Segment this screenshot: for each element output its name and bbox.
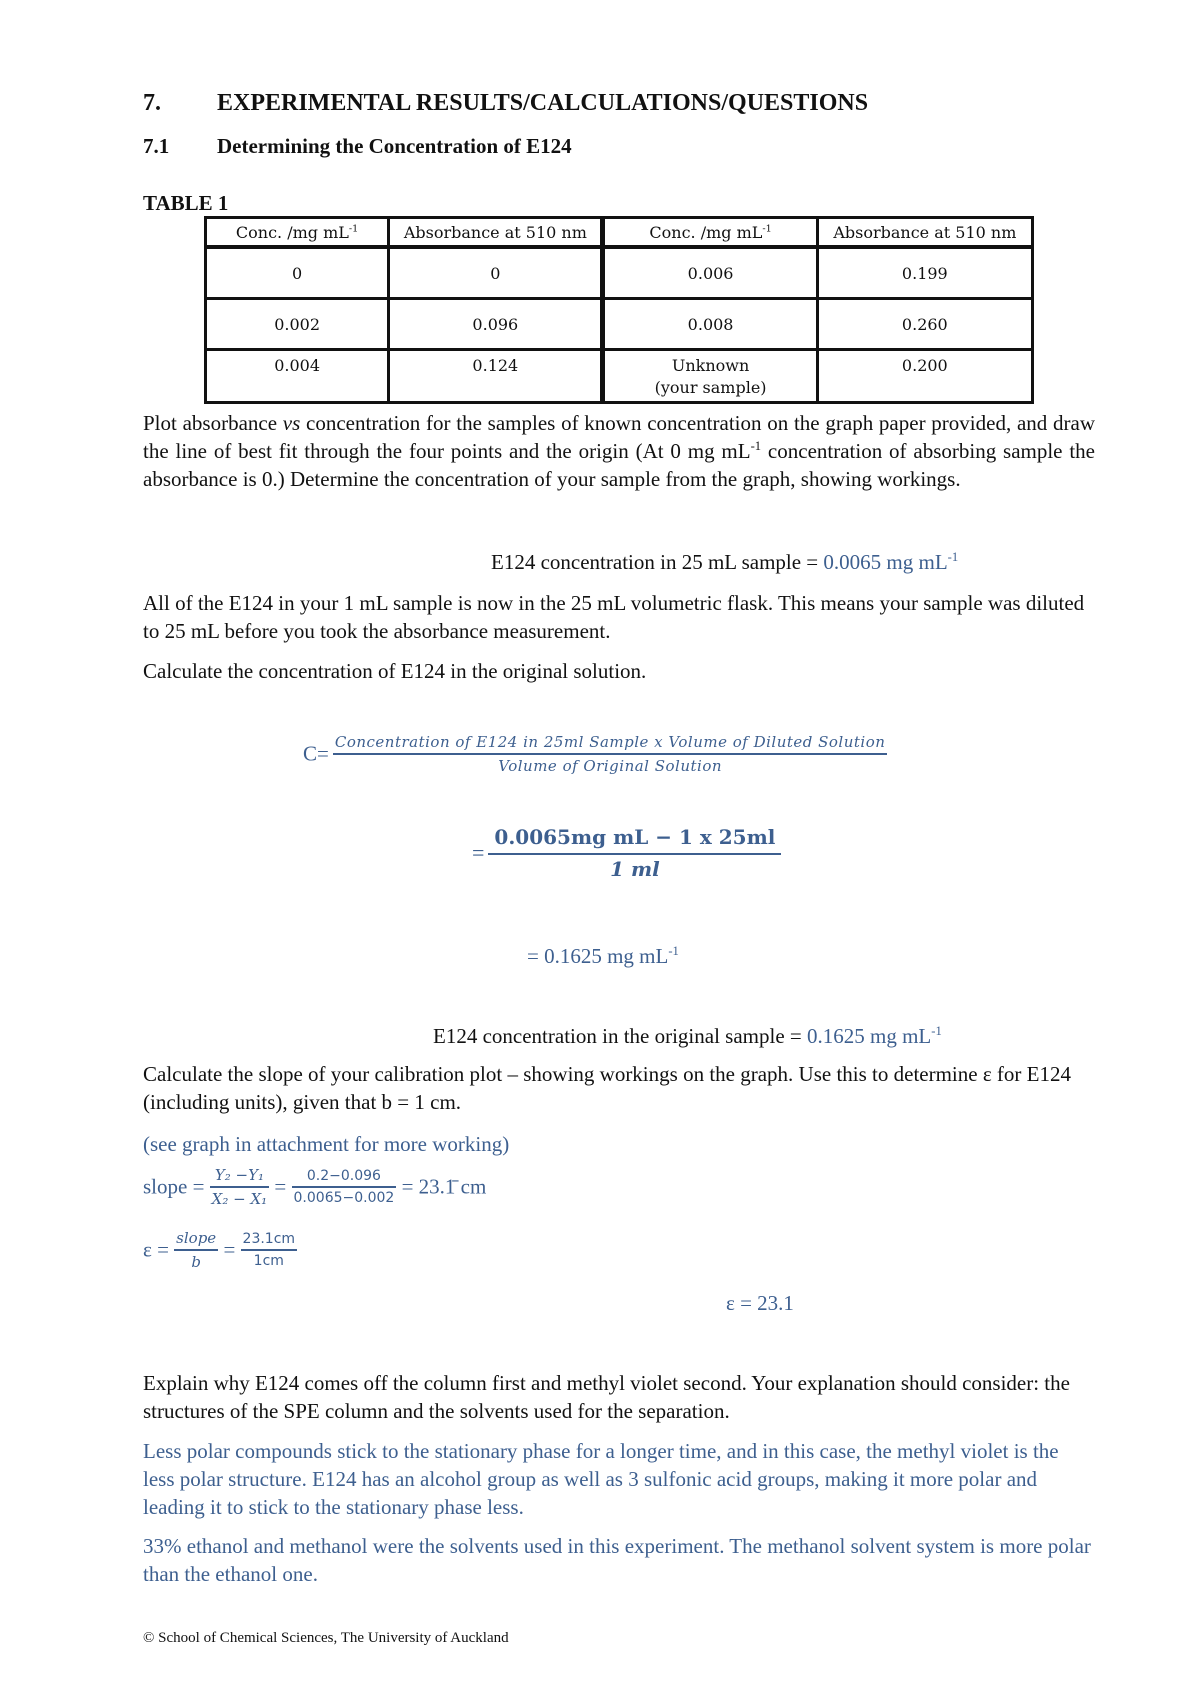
subsection-title: Determining the Concentration of E124 [217, 134, 572, 158]
unknown-note: (your sample) [654, 378, 767, 397]
table-cell: 0.096 [389, 299, 603, 350]
subsection-number: 7.1 [143, 134, 170, 158]
section-title: EXPERIMENTAL RESULTS/CALCULATIONS/QUESTIONS [217, 90, 869, 116]
dilution-note: All of the E124 in your 1 mL sample is now in the 25 mL volumetric flask. This means your sample was diluted to 25 mL before you took the absorbance measurement. [143, 591, 1085, 643]
epsilon-equation: ε = $\frac{\text{slope}}{b}$ = $\frac{23.1cm}{1cm}$ [143, 1229, 296, 1271]
subsection-heading [143, 134, 572, 159]
section-number: 7. [143, 90, 161, 116]
slope-equation: slope = $\frac{\text{Y₂ −Y₁}}{\text{X₂ − X₁}}$ = $\frac{0.2-0.096}{0.0065-0.002}$ = 23.1̄ cm [143, 1166, 487, 1208]
table-label: TABLE 1 [143, 191, 229, 215]
section-heading [143, 90, 869, 117]
equation-concentration: C= Concentration of E124 in 25ml Sample x Volume of Diluted Solution Volume of Original Solution [303, 733, 886, 775]
table-header-cell: Conc. /mg $mL^{-1}$ [603, 218, 817, 248]
e124-original-value: 0.1625 mg $mL^{-1}$ [807, 1024, 942, 1048]
table-cell: 0 [206, 247, 389, 299]
instruction-plot: Plot absorbance vs concentration for the samples of known concentration on the graph paper provided, and draw the line of best fit through the four points and the origin (At 0 mg $mL^{-1}$ concentration of absorbing sample the absorbance is 0.) Determine the concentration of your sample from the graph, showing workings. [143, 411, 1095, 491]
equation-numerator: 0.0065mg mL − 1 x 25ml [488, 825, 781, 855]
table-cell: 0.260 [817, 299, 1032, 350]
table-cell: 0.124 [389, 350, 603, 403]
table-cell: 0.199 [817, 247, 1032, 299]
answer-solvents: 33% ethanol and methanol were the solvents used in this experiment. The methanol solvent system is more polar than the ethanol one. [143, 1534, 1091, 1586]
equation-denominator: Volume of Original Solution [498, 757, 723, 775]
e124-original-label: E124 concentration in the original sample = [433, 1024, 807, 1048]
table-row [206, 299, 1033, 350]
equation-denominator: 1 ml [610, 857, 660, 881]
table-cell: 0.002 [206, 299, 389, 350]
see-graph-note: (see graph in attachment for more working) [143, 1132, 510, 1156]
table-header-cell: Absorbance at 510 nm [817, 218, 1032, 248]
table-cell: 0.008 [603, 299, 817, 350]
equation-numerator: Concentration of E124 in 25ml Sample x Volume of Diluted Solution [333, 733, 888, 755]
table-row [206, 247, 1033, 299]
e124-25ml-value: 0.0065 mg $mL^{-1}$ [823, 550, 959, 574]
table-header-cell: Absorbance at 510 nm [389, 218, 603, 248]
footer-copyright: © School of Chemical Sciences, The University of Auckland [143, 1630, 509, 1646]
epsilon-result: ε = 23.1 [726, 1291, 794, 1315]
equation-result: = 0.1625 mg $mL^{-1}$ [527, 944, 679, 968]
table-cell: Unknown (your sample) [603, 350, 817, 403]
answer-polarity: Less polar compounds stick to the stationary phase for a longer time, and in this case, the methyl violet is the less polar structure. E124 has an alcohol group as well as 3 sulfonic acid groups, making it more polar and leading it to stick to the stationary phase less. [143, 1439, 1059, 1519]
e124-25ml-label: E124 concentration in 25 mL sample = [491, 550, 824, 574]
e124-original-line [433, 1022, 942, 1050]
slope-instruction: Calculate the slope of your calibration plot – showing workings on the graph. Use this to determine ε for E124 (including units), given that b = 1 cm. [143, 1062, 1071, 1114]
equation-substitution: = $\frac{\text{0.0065mg mL − 1 x 25ml}}{1 ml}$ [472, 825, 781, 881]
table-cell: 0.200 [817, 350, 1032, 403]
table-header-row [206, 218, 1033, 248]
e124-25ml-line [491, 548, 958, 576]
table-cell: 0 [389, 247, 603, 299]
table-cell: 0.004 [206, 350, 389, 403]
data-table [204, 216, 1034, 404]
calc-instruction: Calculate the concentration of E124 in the original solution. [143, 659, 647, 683]
explain-question: Explain why E124 comes off the column first and methyl violet second. Your explanation should consider: the structures of the SPE column and the solvents used for the separation. [143, 1371, 1070, 1423]
table-cell: 0.006 [603, 247, 817, 299]
table-row [206, 350, 1033, 403]
table-header-cell: Conc. /mg $mL^{-1}$ [206, 218, 389, 248]
